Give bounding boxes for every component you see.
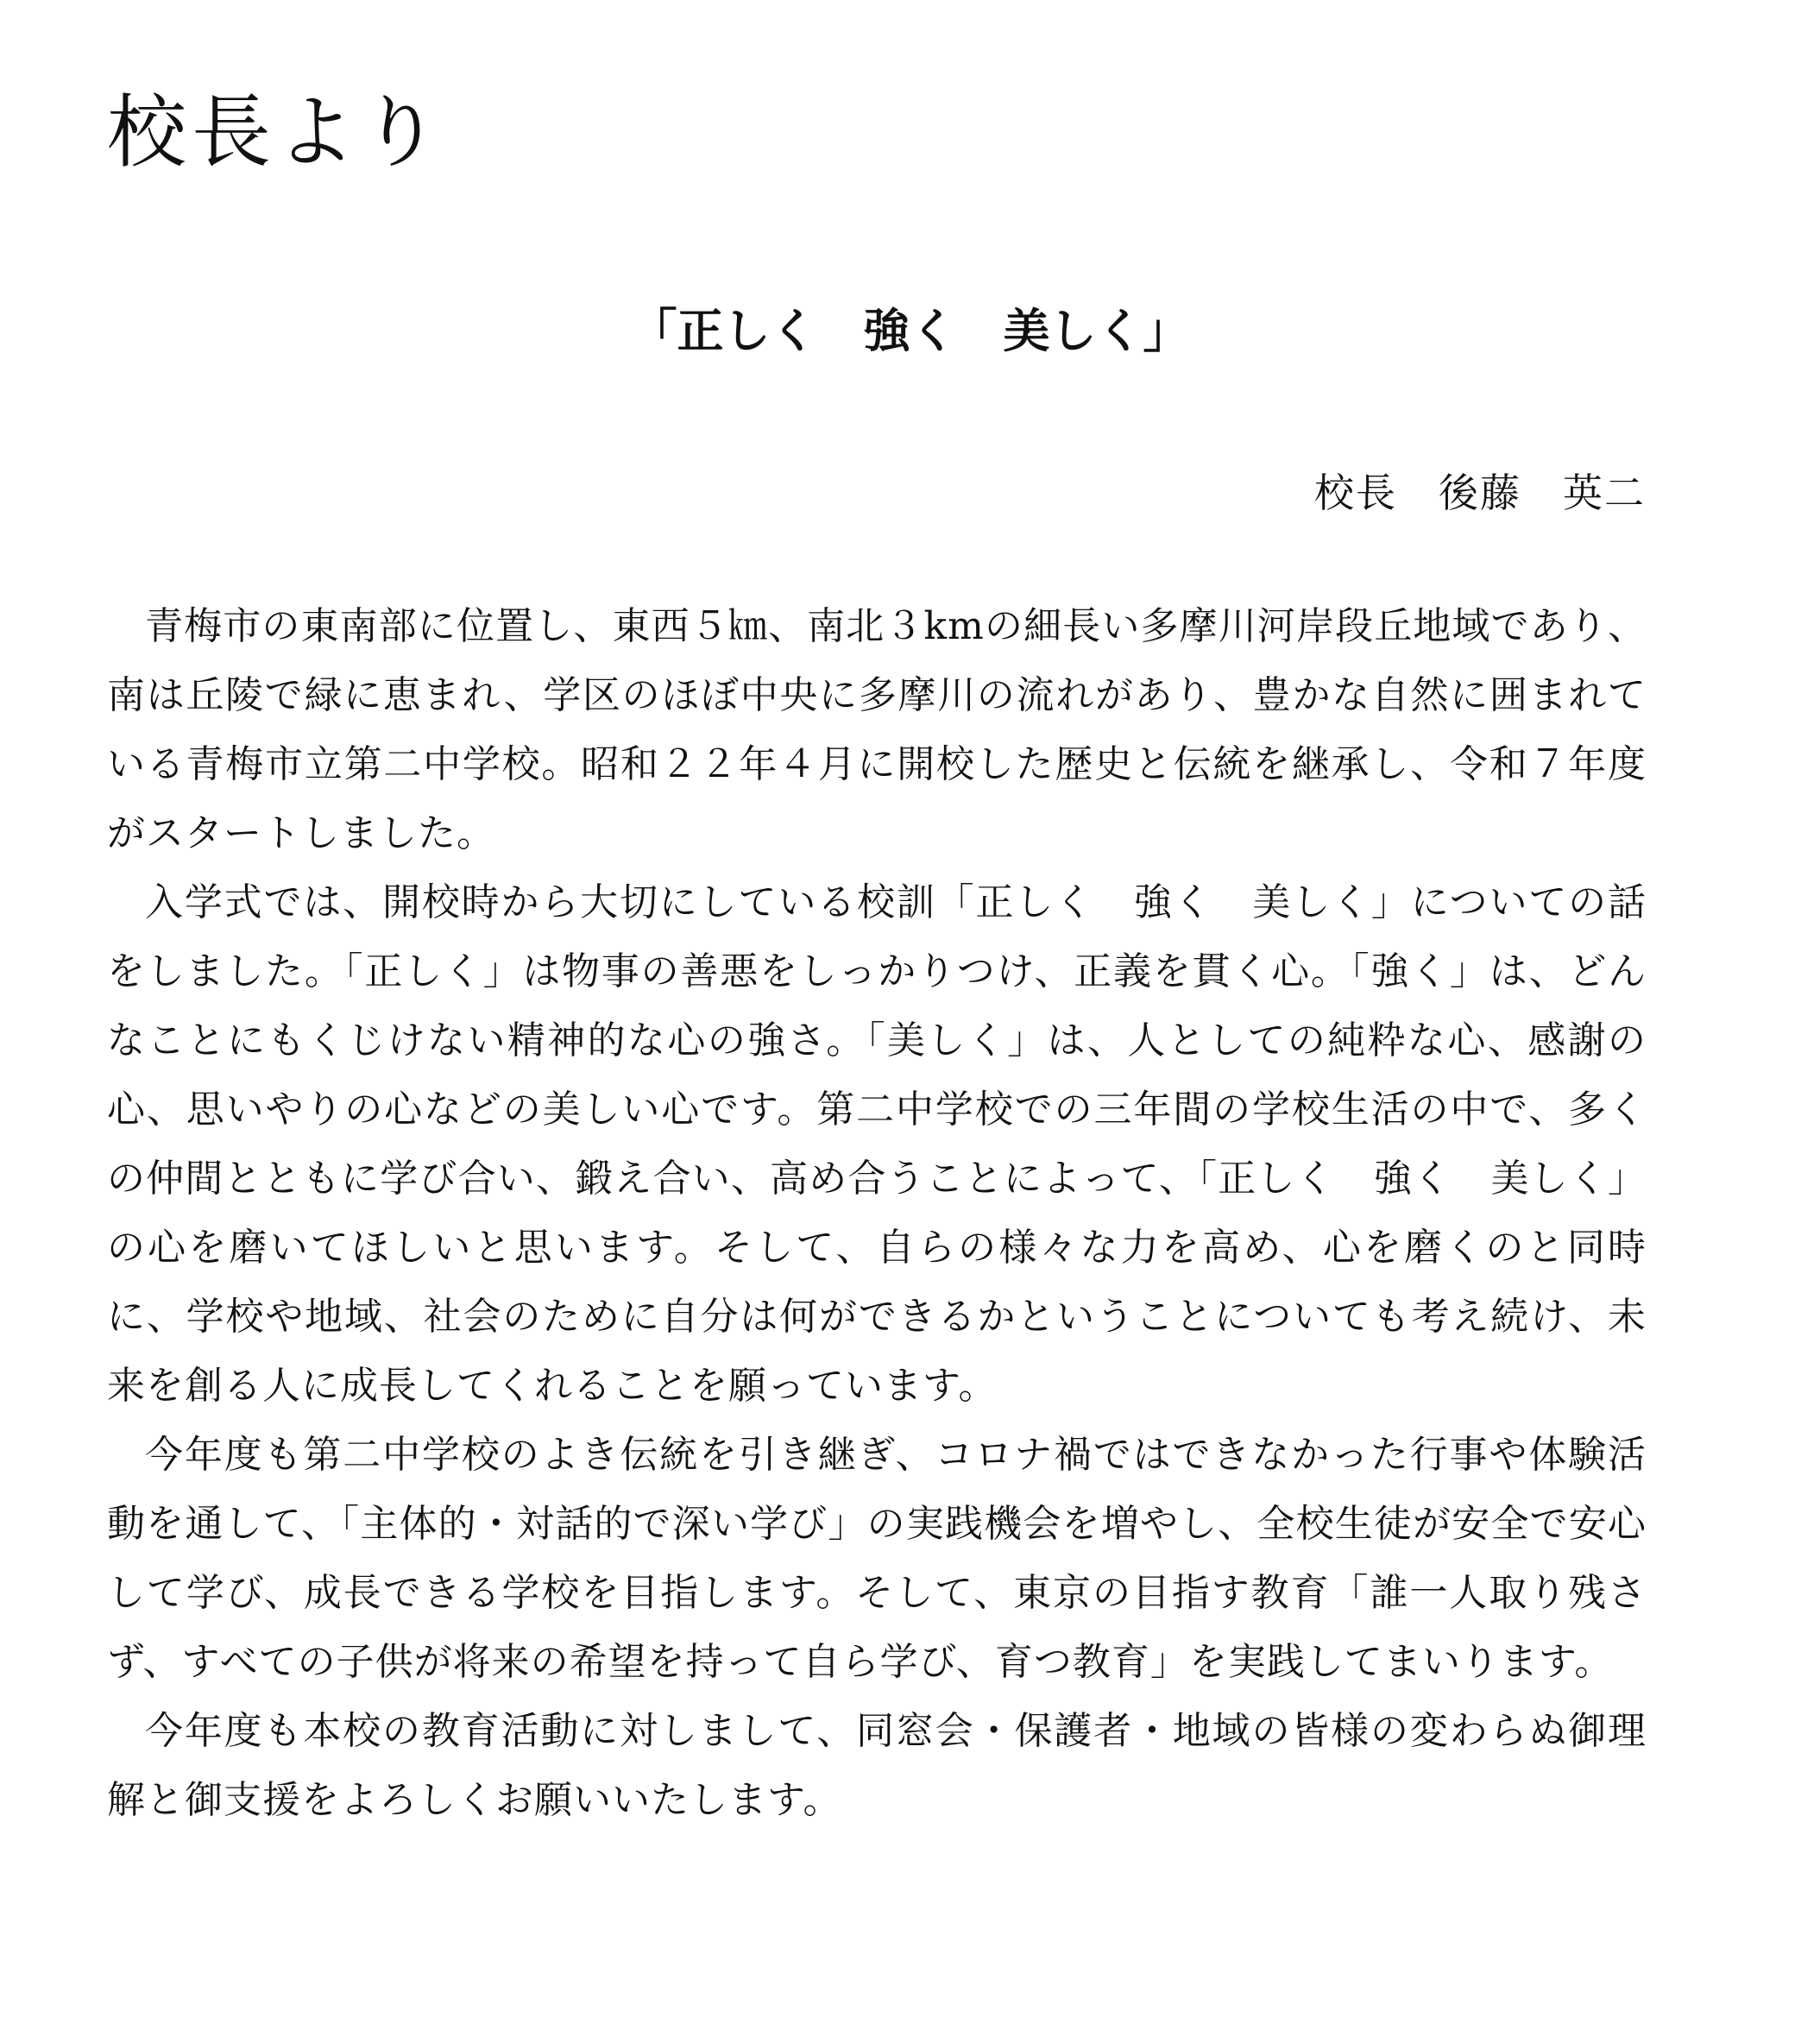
author-signature: 校長 後藤 英二 [1314, 470, 1646, 516]
school-motto: 「正しく 強く 美しく」 [630, 303, 1190, 358]
paragraph-3: 今年度も第二中学校のよき伝統を引き継ぎ、コロナ禍ではできなかった行事や体験活動を通して、「主体的・対話的で深い学び」の実践機会を増やし、全校生徒が安全で安心して学び、成長できる学校を目指します。そして、東京の目指す教育「誰一人取り残さず、すべての子供が将来の希望を持って自ら学び、育つ教育」を実践してまいります。 [107, 1433, 1647, 1684]
page-title: 校長より [107, 86, 446, 179]
paragraph-1: 青梅市の東南部に位置し、東西５㎞、南北３kmの細長い多摩川河岸段丘地域であり、南は丘陵で緑に恵まれ、学区のほぼ中央に多摩川の流れがあり、豊かな自然に囲まれている青梅市立第二中学校。昭和２２年４月に開校した歴史と伝統を継承し、令和７年度がスタートしました。 [107, 604, 1647, 855]
paragraph-2: 入学式では、開校時から大切にしている校訓「正しく 強く 美しく」についての話をしました。「正しく」は物事の善悪をしっかりつけ、正義を貫く心。「強く」は、どんなことにもくじけない精神的な心の強さ。「美しく」は、人としての純粋な心、感謝の心、思いやりの心などの美しい心です。第二中学校での三年間の学校生活の中で、多くの仲間とともに学び合い、鍛え合い、高め合うことによって、「正しく 強く 美しく」の心を磨いてほしいと思います。そして、自らの様々な力を高め、心を磨くのと同時に、学校や地域、社会のために自分は何ができるかということについても考え続け、未来を創る人に成長してくれることを願っています。 [107, 880, 1647, 1408]
message-body [107, 592, 1647, 1835]
paragraph-4: 今年度も本校の教育活動に対しまして、同窓会・保護者・地域の皆様の変わらぬ御理解と御支援をよろしくお願いいたします。 [107, 1709, 1647, 1822]
